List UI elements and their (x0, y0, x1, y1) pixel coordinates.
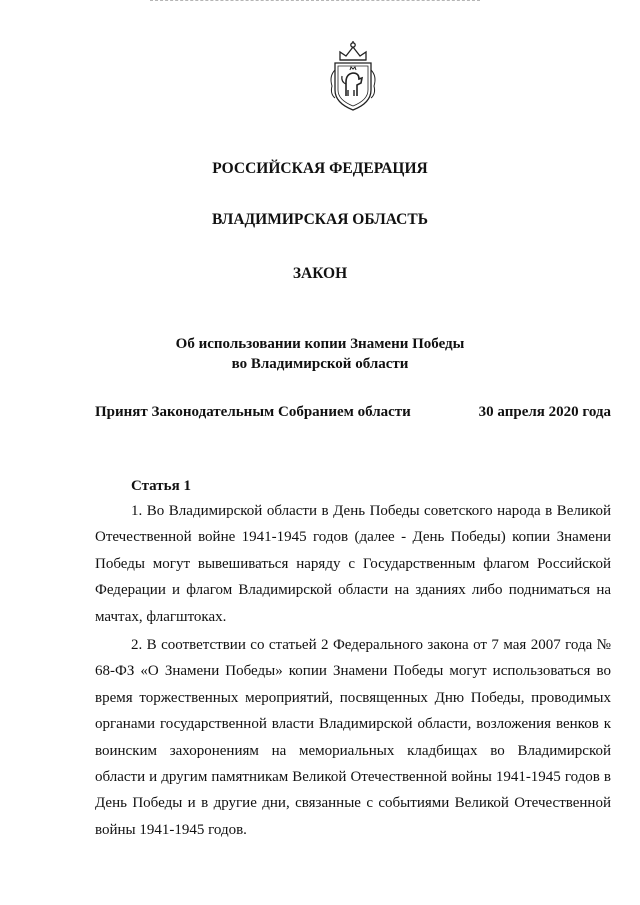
article-body (95, 498, 611, 845)
document-type: ЗАКОН (292, 265, 348, 282)
law-title (0, 334, 640, 374)
article-paragraph-2: 2. В соответствии со статьей 2 Федерального закона от 7 мая 2007 года № 68-ФЗ «О Знамени Победы» копии Знамени Победы могут использоваться во время торжественных мероприятий, посвященных Дню Победы, проводимых органами государственной власти Владимирской области, возложения венков к воинским захоронениям на мемориальных кладбищах во Владимирской области и другим памятникам Великой Отечественной войны 1941-1945 годов в День Победы и в другие дни, связанные с событиями Великой Отечественной войны 1941-1945 годов. (95, 637, 611, 838)
document-type-heading (0, 265, 640, 283)
law-title-line-1: Об использовании копии Знамени Победы (175, 336, 465, 352)
adoption-line (95, 404, 611, 421)
region-heading: ВЛАДИМИРСКАЯ ОБЛАСТЬ (212, 211, 428, 228)
law-title-line-2: во Владимирской области (231, 356, 409, 372)
scan-edge-line (150, 0, 480, 2)
country-heading: РОССИЙСКАЯ ФЕДЕРАЦИЯ (212, 160, 428, 177)
article-heading: Статья 1 (131, 478, 191, 494)
adopted-by: Принят Законодательным Собранием области (95, 404, 411, 420)
article-paragraph-1: 1. Во Владимирской области в День Победы советского народа в Великой Отечественной войне 1941-1945 годов (далее - День Победы) копии Знамени Победы могут вывешиваться наряду с Государственным флагом Российской Федерации и флагом Владимирской области на зданиях либо подниматься на мачтах, флагштоках. (95, 503, 611, 625)
adoption-date: 30 апреля 2020 года (478, 404, 611, 420)
coat-of-arms-icon (326, 40, 380, 114)
